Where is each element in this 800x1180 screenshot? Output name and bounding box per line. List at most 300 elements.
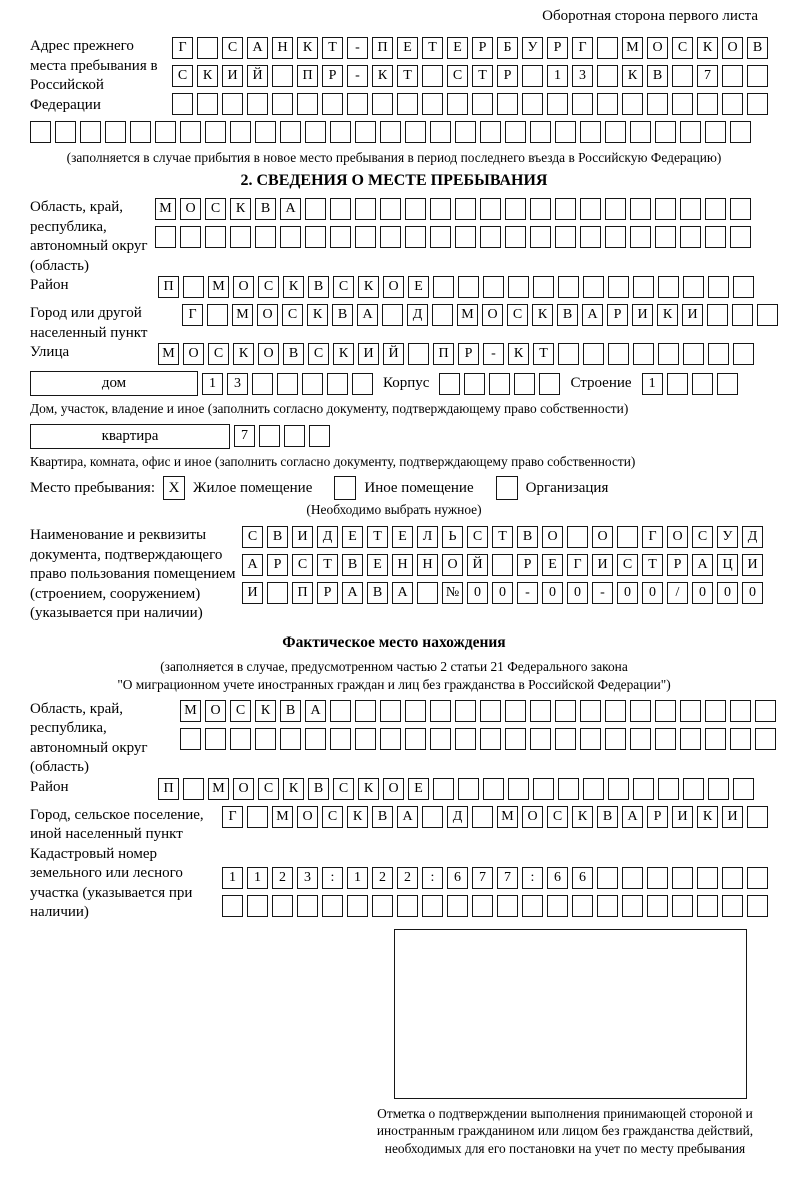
char-box[interactable] (155, 121, 176, 143)
char-box[interactable] (380, 728, 401, 750)
char-box[interactable]: О (442, 554, 463, 576)
char-box[interactable] (372, 93, 393, 115)
char-box[interactable] (272, 895, 293, 917)
char-box[interactable] (733, 276, 754, 298)
char-box[interactable]: Ц (717, 554, 738, 576)
char-box[interactable] (605, 226, 626, 248)
char-box[interactable]: С (547, 806, 568, 828)
char-box[interactable] (458, 276, 479, 298)
char-box[interactable] (708, 343, 729, 365)
char-box[interactable] (505, 700, 526, 722)
char-box[interactable]: 7 (472, 867, 493, 889)
char-box[interactable]: Г (572, 37, 593, 59)
char-box[interactable] (630, 198, 651, 220)
char-box[interactable]: Е (408, 276, 429, 298)
checkbox-organizatsiya[interactable] (496, 476, 518, 500)
char-box[interactable]: С (258, 778, 279, 800)
char-box[interactable] (497, 93, 518, 115)
char-box[interactable] (422, 93, 443, 115)
char-box[interactable]: В (372, 806, 393, 828)
char-box[interactable] (572, 895, 593, 917)
char-box[interactable] (480, 226, 501, 248)
char-box[interactable] (397, 93, 418, 115)
char-box[interactable] (180, 121, 201, 143)
char-box[interactable]: Е (408, 778, 429, 800)
char-box[interactable] (330, 226, 351, 248)
char-box[interactable] (683, 778, 704, 800)
char-box[interactable] (572, 93, 593, 115)
char-box[interactable]: 0 (617, 582, 638, 604)
char-box[interactable] (630, 728, 651, 750)
char-box[interactable]: Т (322, 37, 343, 59)
char-box[interactable]: 1 (547, 65, 568, 87)
char-box[interactable]: В (280, 700, 301, 722)
char-box[interactable]: Т (397, 65, 418, 87)
char-box[interactable] (447, 895, 468, 917)
char-box[interactable]: Б (497, 37, 518, 59)
char-box[interactable] (658, 778, 679, 800)
char-box[interactable] (747, 93, 768, 115)
char-box[interactable] (430, 226, 451, 248)
char-box[interactable] (680, 198, 701, 220)
char-box[interactable]: С (507, 304, 528, 326)
char-box[interactable] (80, 121, 101, 143)
char-box[interactable]: Е (342, 526, 363, 548)
char-box[interactable]: И (222, 65, 243, 87)
char-box[interactable] (330, 700, 351, 722)
char-box[interactable]: У (717, 526, 738, 548)
char-box[interactable] (597, 37, 618, 59)
char-box[interactable] (605, 728, 626, 750)
char-box[interactable] (230, 121, 251, 143)
char-box[interactable] (530, 226, 551, 248)
char-box[interactable]: - (347, 37, 368, 59)
char-box[interactable] (172, 93, 193, 115)
char-box[interactable] (397, 895, 418, 917)
char-box[interactable]: В (255, 198, 276, 220)
char-box[interactable]: С (467, 526, 488, 548)
char-box[interactable] (705, 226, 726, 248)
char-box[interactable]: М (158, 343, 179, 365)
char-box[interactable] (480, 121, 501, 143)
char-box[interactable] (230, 728, 251, 750)
char-box[interactable] (480, 198, 501, 220)
char-box[interactable] (522, 895, 543, 917)
char-box[interactable] (297, 895, 318, 917)
char-box[interactable] (455, 226, 476, 248)
char-box[interactable]: А (242, 554, 263, 576)
char-box[interactable] (305, 226, 326, 248)
char-box[interactable]: Т (422, 37, 443, 59)
char-box[interactable]: 1 (642, 373, 663, 395)
char-box[interactable]: М (208, 778, 229, 800)
char-box[interactable]: Р (667, 554, 688, 576)
char-box[interactable]: 1 (222, 867, 243, 889)
char-box[interactable]: Й (247, 65, 268, 87)
char-box[interactable] (747, 65, 768, 87)
char-box[interactable]: К (255, 700, 276, 722)
char-box[interactable] (222, 93, 243, 115)
char-box[interactable] (633, 343, 654, 365)
char-box[interactable]: 0 (717, 582, 738, 604)
char-box[interactable]: Д (742, 526, 763, 548)
char-box[interactable]: Н (272, 37, 293, 59)
char-box[interactable] (405, 700, 426, 722)
char-box[interactable] (683, 343, 704, 365)
char-box[interactable]: О (482, 304, 503, 326)
char-box[interactable] (558, 778, 579, 800)
char-box[interactable] (733, 778, 754, 800)
char-box[interactable] (505, 198, 526, 220)
char-box[interactable]: И (242, 582, 263, 604)
char-box[interactable] (372, 895, 393, 917)
char-box[interactable] (533, 276, 554, 298)
char-box[interactable]: В (557, 304, 578, 326)
char-box[interactable]: В (747, 37, 768, 59)
char-box[interactable]: К (233, 343, 254, 365)
char-box[interactable]: С (242, 526, 263, 548)
char-box[interactable] (708, 778, 729, 800)
char-box[interactable] (305, 728, 326, 750)
char-box[interactable] (630, 226, 651, 248)
char-box[interactable]: Д (317, 526, 338, 548)
char-box[interactable]: И (292, 526, 313, 548)
char-box[interactable]: О (258, 343, 279, 365)
char-box[interactable]: Т (533, 343, 554, 365)
char-box[interactable] (630, 121, 651, 143)
char-box[interactable] (347, 895, 368, 917)
char-box[interactable]: Д (407, 304, 428, 326)
char-box[interactable] (297, 93, 318, 115)
char-box[interactable] (622, 895, 643, 917)
char-box[interactable] (530, 198, 551, 220)
char-box[interactable]: В (308, 778, 329, 800)
char-box[interactable]: Т (472, 65, 493, 87)
char-box[interactable]: Н (392, 554, 413, 576)
char-box[interactable] (330, 121, 351, 143)
char-box[interactable]: А (357, 304, 378, 326)
char-box[interactable]: Ь (442, 526, 463, 548)
char-box[interactable]: 0 (567, 582, 588, 604)
char-box[interactable]: 2 (397, 867, 418, 889)
char-box[interactable]: К (657, 304, 678, 326)
char-box[interactable] (597, 65, 618, 87)
char-box[interactable] (255, 226, 276, 248)
char-box[interactable]: М (155, 198, 176, 220)
char-box[interactable]: В (342, 554, 363, 576)
char-box[interactable] (197, 93, 218, 115)
char-box[interactable] (417, 582, 438, 604)
char-box[interactable] (630, 700, 651, 722)
char-box[interactable] (355, 728, 376, 750)
char-box[interactable]: 6 (547, 867, 568, 889)
char-box[interactable] (155, 226, 176, 248)
char-box[interactable] (539, 373, 560, 395)
char-box[interactable] (352, 373, 373, 395)
char-box[interactable] (305, 121, 326, 143)
char-box[interactable] (617, 526, 638, 548)
char-box[interactable] (605, 121, 626, 143)
char-box[interactable] (722, 65, 743, 87)
char-box[interactable] (555, 728, 576, 750)
char-box[interactable] (633, 276, 654, 298)
char-box[interactable]: 1 (202, 373, 223, 395)
char-box[interactable] (430, 700, 451, 722)
char-box[interactable] (697, 867, 718, 889)
char-box[interactable] (697, 93, 718, 115)
char-box[interactable]: С (208, 343, 229, 365)
char-box[interactable] (327, 373, 348, 395)
char-box[interactable] (405, 198, 426, 220)
char-box[interactable]: Г (222, 806, 243, 828)
char-box[interactable] (580, 700, 601, 722)
char-box[interactable]: К (358, 276, 379, 298)
char-box[interactable] (730, 700, 751, 722)
char-box[interactable] (259, 425, 280, 447)
char-box[interactable] (330, 198, 351, 220)
char-box[interactable] (380, 226, 401, 248)
char-box[interactable]: А (622, 806, 643, 828)
char-box[interactable] (605, 198, 626, 220)
char-box[interactable]: К (283, 276, 304, 298)
char-box[interactable]: Н (417, 554, 438, 576)
char-box[interactable]: С (617, 554, 638, 576)
char-box[interactable] (439, 373, 460, 395)
char-box[interactable]: О (722, 37, 743, 59)
char-box[interactable]: С (692, 526, 713, 548)
char-box[interactable] (705, 700, 726, 722)
char-box[interactable] (555, 700, 576, 722)
char-box[interactable]: Й (383, 343, 404, 365)
char-box[interactable] (717, 373, 738, 395)
char-box[interactable]: С (447, 65, 468, 87)
char-box[interactable]: 7 (697, 65, 718, 87)
char-box[interactable] (583, 276, 604, 298)
char-box[interactable] (658, 343, 679, 365)
char-box[interactable] (605, 700, 626, 722)
char-box[interactable] (555, 198, 576, 220)
char-box[interactable]: П (433, 343, 454, 365)
char-box[interactable] (655, 198, 676, 220)
char-box[interactable]: В (647, 65, 668, 87)
char-box[interactable] (622, 93, 643, 115)
char-box[interactable]: К (622, 65, 643, 87)
char-box[interactable]: Й (467, 554, 488, 576)
char-box[interactable]: К (230, 198, 251, 220)
char-box[interactable]: № (442, 582, 463, 604)
char-box[interactable]: 6 (572, 867, 593, 889)
char-box[interactable] (355, 198, 376, 220)
char-box[interactable] (705, 728, 726, 750)
char-box[interactable]: И (632, 304, 653, 326)
char-box[interactable]: Т (492, 526, 513, 548)
char-box[interactable]: А (392, 582, 413, 604)
char-box[interactable] (508, 276, 529, 298)
char-box[interactable] (433, 276, 454, 298)
char-box[interactable] (230, 226, 251, 248)
char-box[interactable]: К (532, 304, 553, 326)
char-box[interactable] (558, 276, 579, 298)
char-box[interactable] (280, 226, 301, 248)
char-box[interactable] (380, 121, 401, 143)
char-box[interactable] (458, 778, 479, 800)
char-box[interactable] (530, 121, 551, 143)
char-box[interactable] (680, 226, 701, 248)
char-box[interactable]: К (372, 65, 393, 87)
char-box[interactable] (608, 343, 629, 365)
char-box[interactable]: К (508, 343, 529, 365)
char-box[interactable] (382, 304, 403, 326)
char-box[interactable] (505, 728, 526, 750)
checkbox-zhiloe[interactable]: X (163, 476, 185, 500)
char-box[interactable]: С (672, 37, 693, 59)
char-box[interactable]: Г (567, 554, 588, 576)
char-box[interactable]: О (383, 276, 404, 298)
char-box[interactable]: Г (172, 37, 193, 59)
char-box[interactable] (422, 895, 443, 917)
char-box[interactable]: Т (317, 554, 338, 576)
char-box[interactable] (547, 895, 568, 917)
char-box[interactable]: О (647, 37, 668, 59)
char-box[interactable] (280, 121, 301, 143)
char-box[interactable] (730, 728, 751, 750)
char-box[interactable]: П (372, 37, 393, 59)
char-box[interactable] (355, 700, 376, 722)
char-box[interactable] (197, 37, 218, 59)
char-box[interactable] (205, 728, 226, 750)
char-box[interactable] (183, 778, 204, 800)
char-box[interactable]: С (308, 343, 329, 365)
char-box[interactable]: С (172, 65, 193, 87)
char-box[interactable] (405, 226, 426, 248)
char-box[interactable]: П (158, 778, 179, 800)
char-box[interactable]: 7 (497, 867, 518, 889)
char-box[interactable] (480, 728, 501, 750)
char-box[interactable] (247, 806, 268, 828)
char-box[interactable] (580, 728, 601, 750)
char-box[interactable]: С (322, 806, 343, 828)
char-box[interactable] (733, 343, 754, 365)
char-box[interactable] (580, 226, 601, 248)
char-box[interactable]: 6 (447, 867, 468, 889)
char-box[interactable]: 7 (234, 425, 255, 447)
char-box[interactable] (508, 778, 529, 800)
char-box[interactable]: Е (542, 554, 563, 576)
char-box[interactable] (597, 895, 618, 917)
char-box[interactable] (492, 554, 513, 576)
char-box[interactable] (580, 121, 601, 143)
char-box[interactable]: 3 (572, 65, 593, 87)
char-box[interactable]: 0 (642, 582, 663, 604)
char-box[interactable]: С (205, 198, 226, 220)
char-box[interactable]: О (542, 526, 563, 548)
char-box[interactable]: О (297, 806, 318, 828)
char-box[interactable]: В (267, 526, 288, 548)
char-box[interactable] (302, 373, 323, 395)
char-box[interactable]: М (497, 806, 518, 828)
char-box[interactable] (533, 778, 554, 800)
char-box[interactable] (655, 226, 676, 248)
char-box[interactable] (658, 276, 679, 298)
char-box[interactable] (655, 700, 676, 722)
char-box[interactable] (322, 895, 343, 917)
char-box[interactable] (277, 373, 298, 395)
char-box[interactable] (130, 121, 151, 143)
char-box[interactable]: О (522, 806, 543, 828)
char-box[interactable] (683, 276, 704, 298)
char-box[interactable]: О (383, 778, 404, 800)
char-box[interactable] (272, 65, 293, 87)
char-box[interactable]: К (697, 37, 718, 59)
char-box[interactable] (405, 121, 426, 143)
char-box[interactable] (405, 728, 426, 750)
char-box[interactable] (422, 65, 443, 87)
char-box[interactable]: К (297, 37, 318, 59)
char-box[interactable]: Т (642, 554, 663, 576)
char-box[interactable]: И (358, 343, 379, 365)
char-box[interactable]: И (742, 554, 763, 576)
char-box[interactable]: 2 (372, 867, 393, 889)
char-box[interactable] (705, 198, 726, 220)
char-box[interactable] (583, 343, 604, 365)
char-box[interactable] (430, 198, 451, 220)
char-box[interactable] (247, 93, 268, 115)
char-box[interactable]: И (592, 554, 613, 576)
char-box[interactable] (655, 121, 676, 143)
char-box[interactable]: 0 (467, 582, 488, 604)
char-box[interactable]: Р (607, 304, 628, 326)
char-box[interactable] (322, 93, 343, 115)
char-box[interactable] (705, 121, 726, 143)
char-box[interactable]: Е (367, 554, 388, 576)
char-box[interactable] (183, 276, 204, 298)
char-box[interactable]: Р (267, 554, 288, 576)
char-box[interactable] (505, 226, 526, 248)
char-box[interactable] (380, 198, 401, 220)
char-box[interactable]: 2 (272, 867, 293, 889)
char-box[interactable]: А (397, 806, 418, 828)
char-box[interactable] (707, 304, 728, 326)
char-box[interactable]: Е (397, 37, 418, 59)
char-box[interactable] (355, 121, 376, 143)
char-box[interactable]: А (692, 554, 713, 576)
char-box[interactable] (558, 343, 579, 365)
char-box[interactable]: : (322, 867, 343, 889)
checkbox-inoe[interactable] (334, 476, 356, 500)
char-box[interactable] (480, 700, 501, 722)
char-box[interactable]: О (233, 276, 254, 298)
char-box[interactable] (280, 728, 301, 750)
char-box[interactable] (530, 728, 551, 750)
char-box[interactable] (680, 121, 701, 143)
char-box[interactable]: 1 (247, 867, 268, 889)
char-box[interactable] (255, 728, 276, 750)
char-box[interactable] (247, 895, 268, 917)
char-box[interactable] (180, 226, 201, 248)
char-box[interactable]: М (208, 276, 229, 298)
char-box[interactable] (207, 304, 228, 326)
char-box[interactable] (472, 806, 493, 828)
char-box[interactable]: Р (517, 554, 538, 576)
char-box[interactable]: С (282, 304, 303, 326)
char-box[interactable] (672, 93, 693, 115)
char-box[interactable]: К (347, 806, 368, 828)
char-box[interactable] (680, 700, 701, 722)
char-box[interactable]: 3 (227, 373, 248, 395)
char-box[interactable]: О (257, 304, 278, 326)
char-box[interactable]: - (517, 582, 538, 604)
char-box[interactable]: И (722, 806, 743, 828)
